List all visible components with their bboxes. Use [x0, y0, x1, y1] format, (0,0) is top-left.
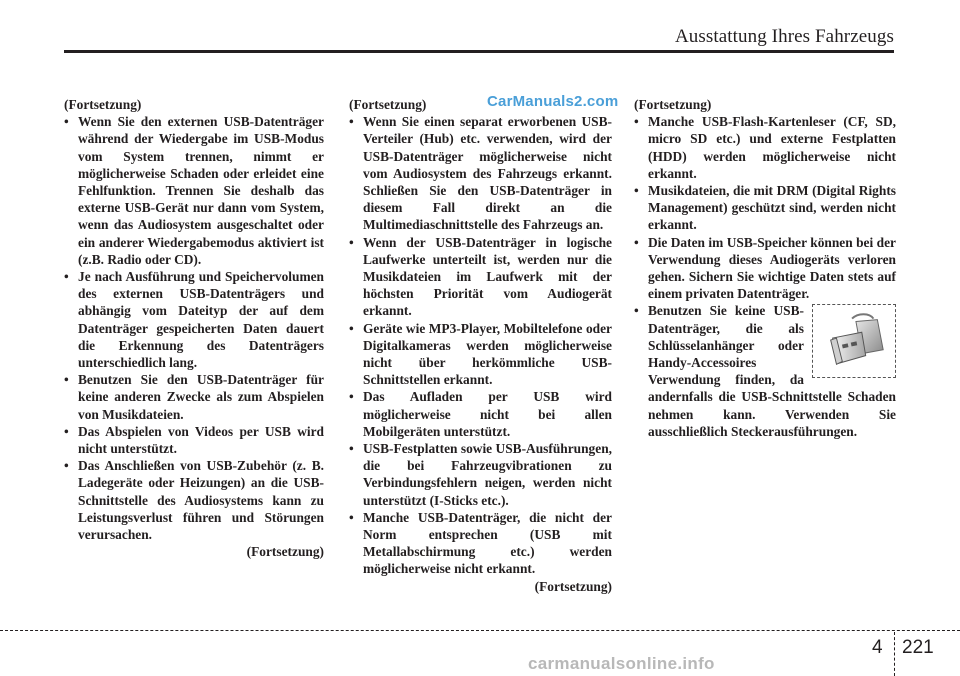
text-column-2 — [349, 96, 612, 595]
list-item: • Wenn der USB-Datenträger in logische Laufwerke unterteilt ist, werden nur die Musikdateien im Laufwerk mit der höchsten Priorität vom Audiogerät erkannt. — [349, 234, 612, 320]
page-separator — [894, 632, 895, 676]
continued-heading: (Fortsetzung) — [349, 97, 427, 112]
list-item: • Wenn Sie einen separat erworbenen USB-Verteiler (Hub) etc. verwenden, wird der USB-Datenträger möglicherweise nicht vom Audiosystem des Fahrzeugs erkannt. Schließen Sie den USB-Datenträger in diesem Fall direkt an die Multimediaschnittstelle des Fahrzeugs an. — [349, 113, 612, 233]
text-column-3 — [634, 96, 896, 440]
list-item: • Das Abspielen von Videos per USB wird nicht unterstützt. — [64, 423, 324, 457]
watermark-bottom: carmanualsonline.info — [528, 654, 715, 673]
bullet-list — [64, 113, 324, 543]
continued-heading: (Fortsetzung) — [634, 97, 712, 112]
continued-footer: (Fortsetzung) — [246, 544, 324, 560]
list-item: • Manche USB-Datenträger, die nicht der Norm entsprechen (USB mit Metallabschirmung etc.) werden möglicherweise nicht erkannt. — [349, 509, 612, 578]
page-number: 221 — [902, 637, 934, 658]
continued-footer: (Fortsetzung) — [534, 578, 612, 594]
text-column-1 — [64, 96, 324, 560]
list-item-usb — [634, 302, 896, 440]
continued-heading: (Fortsetzung) — [64, 97, 142, 112]
list-item: • USB-Festplatten sowie USB-Ausführungen, die bei Fahrzeugvibrationen zu Verbindungsfehlern neigen, werden nicht unterstützt (I-Sticks etc.). — [349, 440, 612, 509]
list-item: • Benutzen Sie den USB-Datenträger für keine anderen Zwecke als zum Abspielen von Musikdateien. — [64, 371, 324, 423]
footer-rule — [0, 630, 960, 631]
bullet-list — [634, 113, 896, 440]
chapter-number: 4 — [872, 637, 883, 658]
list-item: • Die Daten im USB-Speicher können bei der Verwendung dieses Audiogeräts verloren gehen. Sichern Sie wichtige Daten stets auf einem privaten Datenträger. — [634, 234, 896, 303]
list-item: • Manche USB-Flash-Kartenleser (CF, SD, micro SD etc.) und externe Festplatten (HDD) werden möglicherweise nicht erkannt. — [634, 113, 896, 182]
list-item: • Je nach Ausführung und Speichervolumen des externen USB-Datenträgers und abhängig vom Dateityp der auf dem Datenträger gespeicherten Daten dauert die Erkennung des Datenträgers unterschiedlich lang. — [64, 268, 324, 371]
list-item-text: Benutzen Sie keine USB-Datenträger, die als Schlüsselanhänger oder Handy-Accessoires Verwendung finden, da andernfalls die USB-Schnittstelle Schaden nehmen kann. Verwenden Sie ausschließlich Steckerausführungen. — [648, 303, 896, 439]
watermark-top: CarManuals2.com — [487, 93, 619, 110]
list-item: • Musikdateien, die mit DRM (Digital Rights Management) geschützt sind, werden nicht erkannt. — [634, 182, 896, 234]
list-item: • Wenn Sie den externen USB-Datenträger während der Wiedergabe im USB-Modus vom System trennen, nimmt er möglicherweise Schaden oder erleidet eine Fehlfunktion. Trennen Sie deshalb das externe USB-Gerät nur dann vom System, wenn das Audiosystem ausgeschaltet oder ein anderer Wiedergabemodus aktiviert ist (z.B. Radio oder CD). — [64, 113, 324, 268]
header-rule — [64, 50, 894, 53]
bullet-list — [349, 113, 612, 577]
usb-stick-keychain-icon — [812, 304, 896, 378]
section-title: Ausstattung Ihres Fahrzeugs — [674, 26, 894, 47]
list-item: • Das Anschließen von USB-Zubehör (z. B. Ladegeräte oder Heizungen) an die USB-Schnittstelle des Audiosystems kann zu Leistungsverlust führen und Störungen verursachen. — [64, 457, 324, 543]
list-item: • Geräte wie MP3-Player, Mobiltelefone oder Digitalkameras werden möglicherweise nicht über herkömmliche USB-Schnittstellen erkannt. — [349, 320, 612, 389]
usb-stick-illustration — [813, 305, 895, 377]
list-item: • Das Aufladen per USB wird möglicherweise nicht bei allen Mobilgeräten unterstützt. — [349, 388, 612, 440]
